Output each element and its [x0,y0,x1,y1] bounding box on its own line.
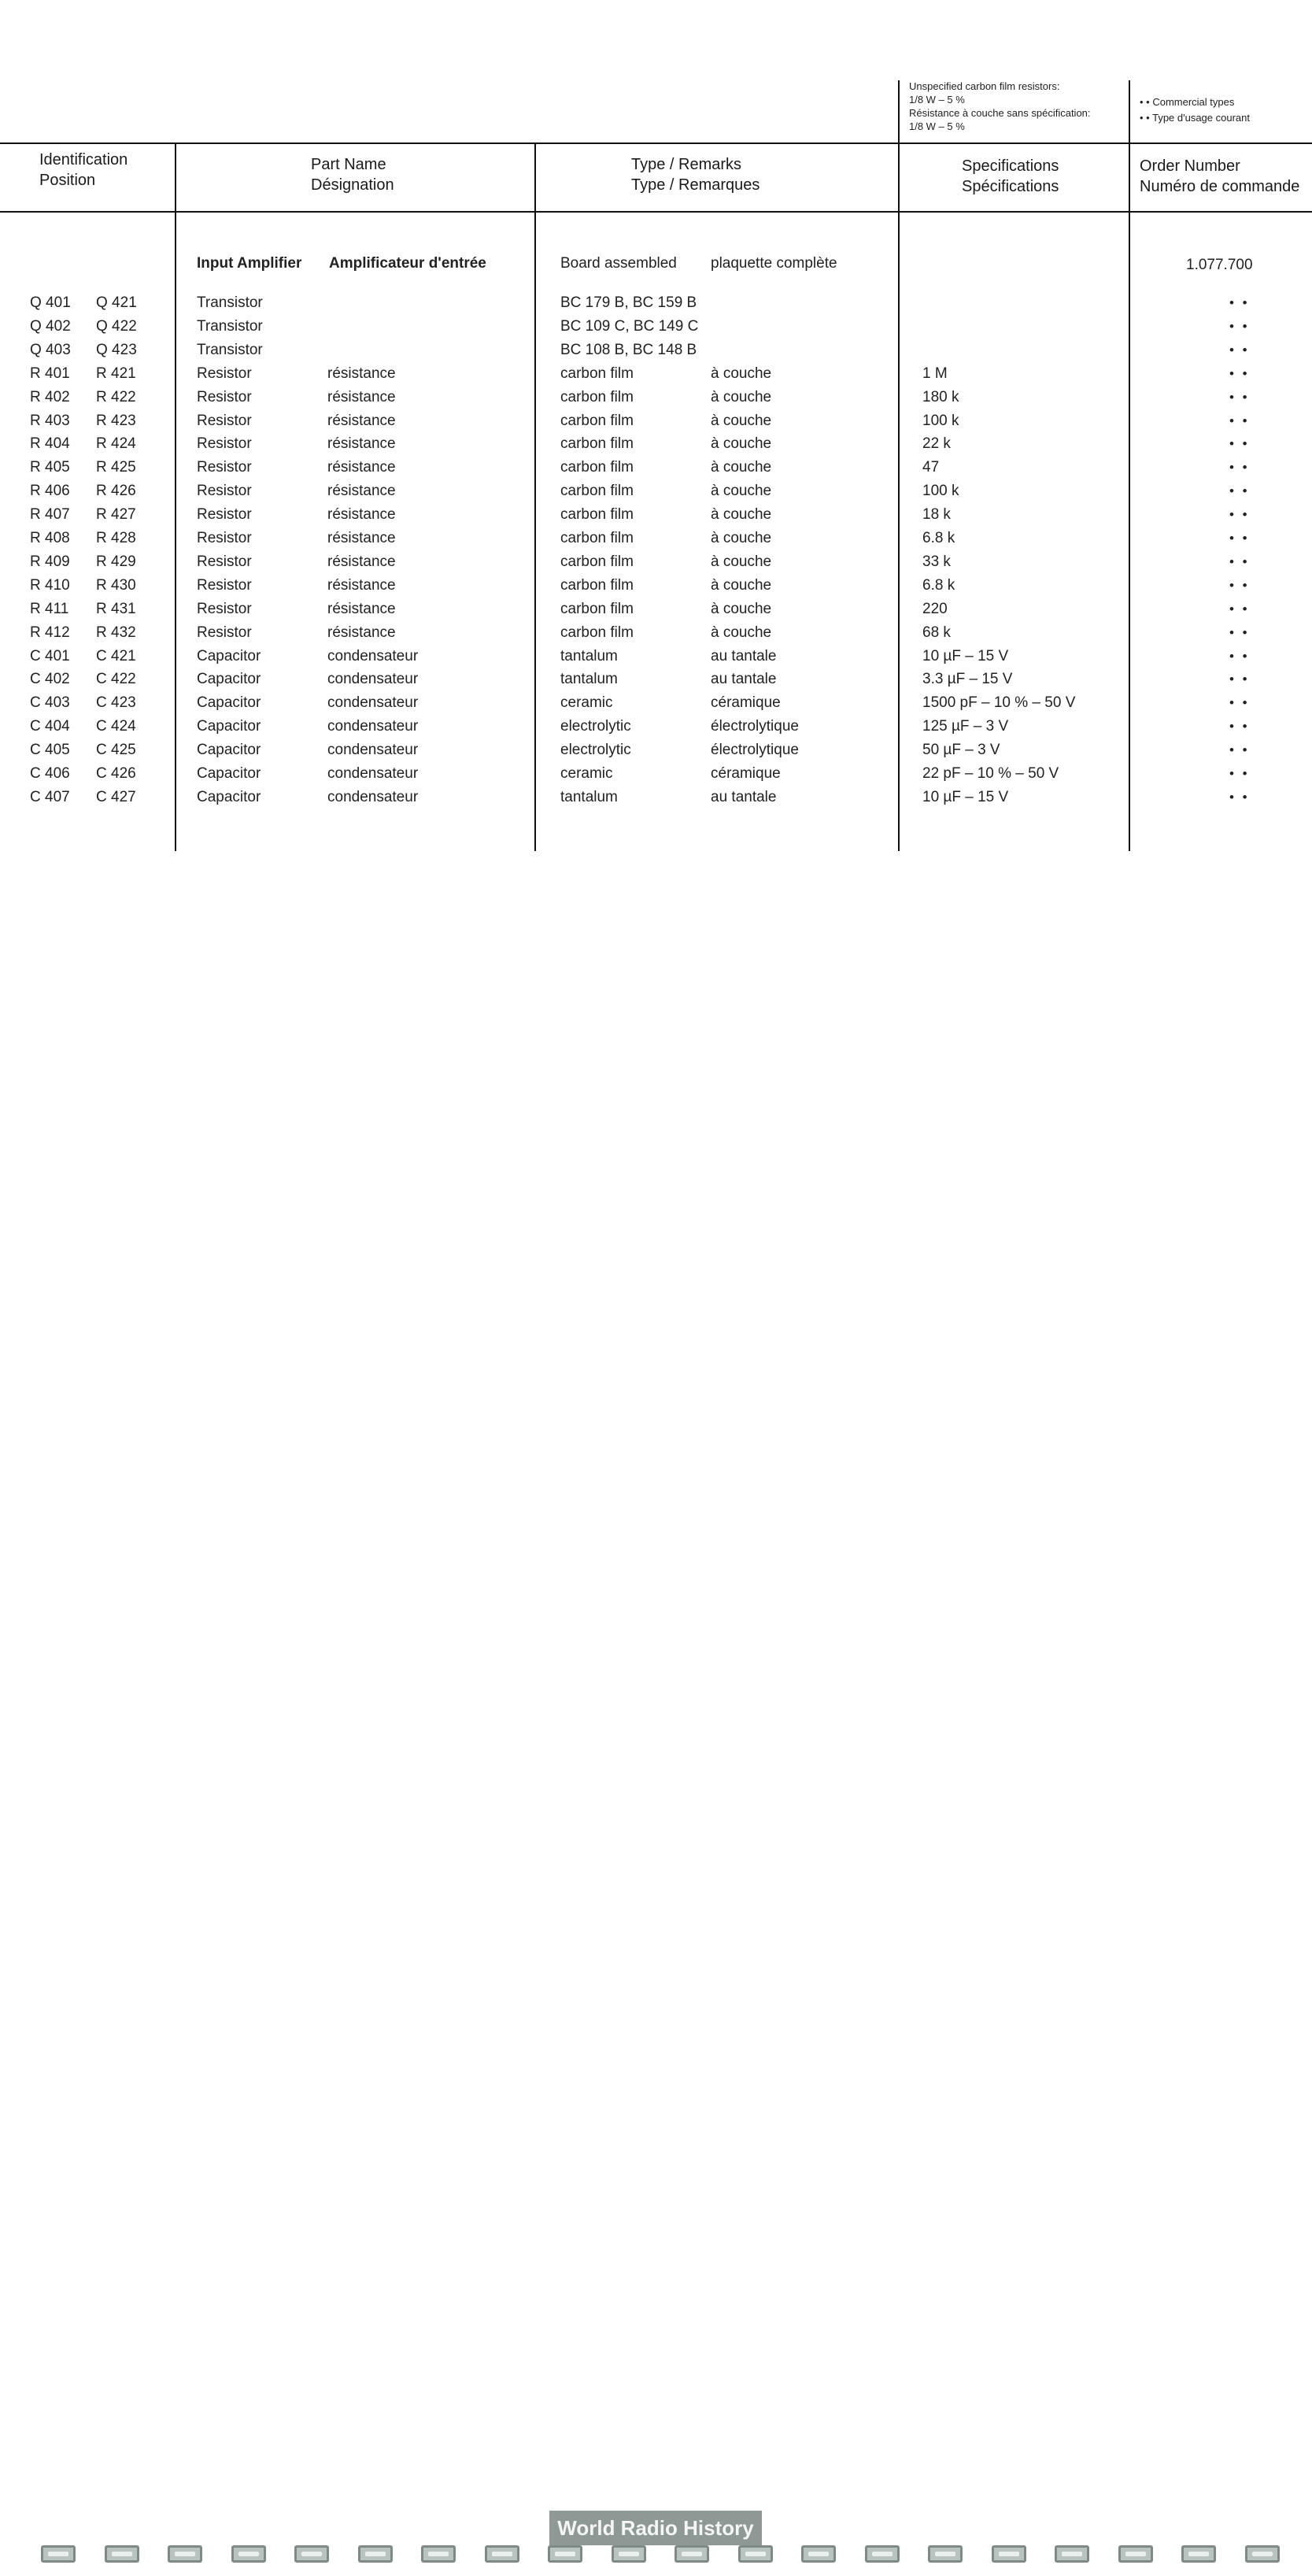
type-en: tantalum [560,671,618,688]
order-number: • • [1229,436,1250,452]
table-row [0,339,1312,362]
position-primary: R 408 [30,530,70,546]
part-name-en: Resistor [197,553,252,570]
type-en: carbon film [560,506,634,524]
position-primary: Q 403 [30,341,71,358]
order-number: • • [1229,365,1250,381]
position-secondary: Q 421 [96,294,137,311]
type-fr: à couche [711,600,772,617]
note-line: Unspecified carbon film resistors: [909,80,1060,92]
type-fr: électrolytique [711,718,799,735]
order-number: • • [1229,460,1250,476]
position-secondary: C 426 [96,765,136,782]
position-secondary: C 427 [96,788,136,805]
part-name-fr: résistance [327,576,396,594]
header-top-rule [0,142,1312,144]
type-fr: à couche [711,530,772,546]
part-name-en: Capacitor [197,671,261,688]
header-line: Position [39,172,96,189]
header-identification [39,150,128,191]
header-line: Type / Remarks [631,156,742,173]
film-perforation [168,2545,202,2563]
type-en: carbon film [560,435,634,453]
specification: 68 k [922,624,951,641]
position-primary: R 403 [30,412,70,429]
table-row [0,762,1312,786]
film-perforation [612,2545,646,2563]
type-fr: céramique [711,694,781,712]
part-name-en: Resistor [197,483,252,500]
group-type-fr: plaquette complète [711,255,837,272]
position-secondary: R 426 [96,483,136,500]
position-primary: R 405 [30,459,70,476]
film-perforation [358,2545,393,2563]
position-secondary: R 427 [96,506,136,524]
type-en: carbon film [560,459,634,476]
specification: 1500 pF – 10 % – 50 V [922,694,1076,712]
position-primary: R 410 [30,576,70,594]
position-primary: C 403 [30,694,70,712]
part-name-en: Resistor [197,365,252,382]
position-primary: Q 401 [30,294,71,311]
part-name-fr: condensateur [327,742,419,759]
position-secondary: R 431 [96,600,136,617]
type-fr: céramique [711,765,781,782]
type-fr: à couche [711,506,772,524]
type-en: carbon film [560,530,634,546]
order-number: • • [1229,766,1250,781]
specification: 180 k [922,388,959,405]
type-en: carbon film [560,483,634,500]
header-line: Spécifications [962,178,1059,195]
part-name-fr: condensateur [327,788,419,805]
type-fr: à couche [711,483,772,500]
part-name-fr: résistance [327,553,396,570]
part-name-en: Resistor [197,435,252,453]
table-row [0,668,1312,691]
table-row [0,621,1312,645]
order-number: • • [1229,553,1250,569]
type-en: carbon film [560,600,634,617]
header-line: Part Name [311,156,386,173]
order-number: • • [1229,483,1250,499]
part-name-en: Capacitor [197,647,261,664]
position-secondary: R 423 [96,412,136,429]
film-perforation [294,2545,329,2563]
specification: 50 µF – 3 V [922,742,1000,759]
position-primary: C 407 [30,788,70,805]
specification: 6.8 k [922,530,955,546]
position-secondary: C 424 [96,718,136,735]
type-en: BC 179 B, BC 159 B [560,294,697,311]
header-line: Type / Remarques [631,176,760,194]
header-line: Identification [39,151,128,168]
part-name-en: Transistor [197,317,263,335]
part-name-en: Resistor [197,412,252,429]
order-number: • • [1229,318,1250,334]
film-perforation [485,2545,519,2563]
table-row [0,738,1312,762]
position-primary: R 404 [30,435,70,453]
table-row [0,291,1312,315]
group-name-fr: Amplificateur d'entrée [329,255,486,272]
film-perforation [1245,2545,1280,2563]
part-name-fr: condensateur [327,694,419,712]
note-line: • • Commercial types [1140,96,1235,108]
type-fr: au tantale [711,671,777,688]
position-primary: C 402 [30,671,70,688]
table-row [0,691,1312,715]
type-en: carbon film [560,365,634,382]
order-number: • • [1229,719,1250,735]
position-primary: C 406 [30,765,70,782]
table-row [0,409,1312,433]
type-en: electrolytic [560,718,631,735]
part-name-en: Resistor [197,624,252,641]
position-primary: R 406 [30,483,70,500]
part-name-fr: résistance [327,459,396,476]
commercial-note [1140,94,1250,126]
film-perforation [1118,2545,1153,2563]
type-fr: électrolytique [711,742,799,759]
part-name-fr: résistance [327,624,396,641]
header-type [631,154,759,195]
specification: 100 k [922,412,959,429]
type-en: carbon film [560,388,634,405]
position-primary: Q 402 [30,317,71,335]
type-fr: à couche [711,388,772,405]
type-en: BC 108 B, BC 148 B [560,341,697,358]
part-name-en: Transistor [197,294,263,311]
type-fr: à couche [711,412,772,429]
position-secondary: C 422 [96,671,136,688]
film-perforation [548,2545,582,2563]
part-name-fr: condensateur [327,671,419,688]
order-number: • • [1229,295,1250,310]
group-name-en: Input Amplifier [197,255,302,272]
type-en: carbon film [560,576,634,594]
order-number: • • [1229,342,1250,357]
order-number: • • [1229,742,1250,758]
table-row [0,550,1312,574]
table-row [0,386,1312,409]
position-secondary: R 425 [96,459,136,476]
part-name-en: Resistor [197,600,252,617]
position-primary: R 409 [30,553,70,570]
film-perforation [105,2545,139,2563]
specification: 10 µF – 15 V [922,788,1009,805]
type-fr: au tantale [711,647,777,664]
film-perforation [674,2545,709,2563]
note-line: • • Type d'usage courant [1140,112,1250,124]
part-name-en: Resistor [197,459,252,476]
position-secondary: R 432 [96,624,136,641]
header-part-name [311,154,394,195]
order-number: • • [1229,624,1250,640]
type-fr: à couche [711,435,772,453]
film-perforation [41,2545,76,2563]
specification: 10 µF – 15 V [922,647,1009,664]
specification: 33 k [922,553,951,570]
order-number: • • [1229,789,1250,805]
specification: 3.3 µF – 15 V [922,671,1013,688]
part-name-en: Capacitor [197,718,261,735]
note-line: 1/8 W – 5 % [909,120,965,132]
type-en: carbon film [560,553,634,570]
table-row [0,315,1312,339]
header-order-number [1140,156,1299,197]
table-row [0,456,1312,479]
order-number: • • [1229,389,1250,405]
position-primary: C 405 [30,742,70,759]
note-line: 1/8 W – 5 % [909,94,965,105]
film-perforation [928,2545,963,2563]
film-perforation [1055,2545,1089,2563]
position-primary: R 412 [30,624,70,641]
header-specifications [962,156,1059,197]
group-order-number: 1.077.700 [1186,257,1253,273]
part-name-fr: résistance [327,600,396,617]
specification: 125 µF – 3 V [922,718,1009,735]
part-name-en: Resistor [197,388,252,405]
specification: 6.8 k [922,576,955,594]
header-bottom-rule [0,211,1312,213]
order-number: • • [1229,672,1250,687]
table-row [0,574,1312,598]
resistor-note [909,80,1091,133]
position-secondary: C 425 [96,742,136,759]
position-secondary: R 424 [96,435,136,453]
table-row [0,362,1312,386]
type-fr: à couche [711,365,772,382]
type-en: ceramic [560,694,613,712]
note-line: Résistance à couche sans spécification: [909,107,1091,119]
part-name-fr: résistance [327,483,396,500]
position-secondary: R 429 [96,553,136,570]
order-number: • • [1229,695,1250,711]
part-name-en: Resistor [197,530,252,546]
position-secondary: R 430 [96,576,136,594]
film-perforation [801,2545,836,2563]
position-primary: R 402 [30,388,70,405]
position-secondary: R 422 [96,388,136,405]
specification: 22 pF – 10 % – 50 V [922,765,1059,782]
position-secondary: Q 423 [96,341,137,358]
header-line: Specifications [962,157,1059,175]
part-name-en: Capacitor [197,742,261,759]
part-name-fr: condensateur [327,647,419,664]
table-row [0,479,1312,503]
specification: 100 k [922,483,959,500]
part-name-fr: résistance [327,530,396,546]
part-name-en: Capacitor [197,694,261,712]
position-secondary: C 421 [96,647,136,664]
part-name-fr: résistance [327,365,396,382]
specification: 220 [922,600,948,617]
film-perforation [1181,2545,1216,2563]
order-number: • • [1229,507,1250,523]
type-fr: à couche [711,553,772,570]
position-primary: C 404 [30,718,70,735]
part-name-fr: résistance [327,506,396,524]
film-perforation [992,2545,1026,2563]
type-en: electrolytic [560,742,631,759]
header-line: Désignation [311,176,394,194]
table-row [0,527,1312,550]
film-perforation [738,2545,773,2563]
position-secondary: Q 422 [96,317,137,335]
table-row [0,503,1312,527]
specification: 1 M [922,365,948,382]
group-row [0,252,1312,276]
part-name-en: Resistor [197,506,252,524]
specification: 18 k [922,506,951,524]
order-number: • • [1229,648,1250,664]
type-fr: au tantale [711,788,777,805]
part-name-en: Capacitor [197,788,261,805]
part-name-en: Resistor [197,576,252,594]
position-secondary: R 421 [96,365,136,382]
type-fr: à couche [711,576,772,594]
part-name-fr: condensateur [327,765,419,782]
position-primary: R 401 [30,365,70,382]
watermark-banner: World Radio History [549,2511,762,2545]
table-row [0,715,1312,738]
film-perforation [421,2545,456,2563]
part-name-fr: condensateur [327,718,419,735]
type-en: carbon film [560,624,634,641]
position-secondary: R 428 [96,530,136,546]
specification: 47 [922,459,940,476]
table-row [0,432,1312,456]
film-perforation [865,2545,900,2563]
part-name-en: Capacitor [197,765,261,782]
specification: 22 k [922,435,951,453]
header-line: Order Number [1140,157,1240,175]
type-en: tantalum [560,647,618,664]
table-row [0,645,1312,668]
position-primary: C 401 [30,647,70,664]
table-row [0,598,1312,621]
type-en: ceramic [560,765,613,782]
type-fr: à couche [711,459,772,476]
part-name-fr: résistance [327,412,396,429]
type-en: carbon film [560,412,634,429]
header-line: Numéro de commande [1140,178,1300,195]
table-row [0,786,1312,809]
part-name-en: Transistor [197,341,263,358]
type-en: tantalum [560,788,618,805]
part-name-fr: résistance [327,388,396,405]
position-primary: R 407 [30,506,70,524]
position-primary: R 411 [30,600,69,617]
order-number: • • [1229,413,1250,428]
type-en: BC 109 C, BC 149 C [560,317,699,335]
order-number: • • [1229,531,1250,546]
order-number: • • [1229,577,1250,593]
position-secondary: C 423 [96,694,136,712]
type-fr: à couche [711,624,772,641]
part-name-fr: résistance [327,435,396,453]
order-number: • • [1229,601,1250,616]
film-perforation [231,2545,266,2563]
group-type-en: Board assembled [560,255,677,272]
